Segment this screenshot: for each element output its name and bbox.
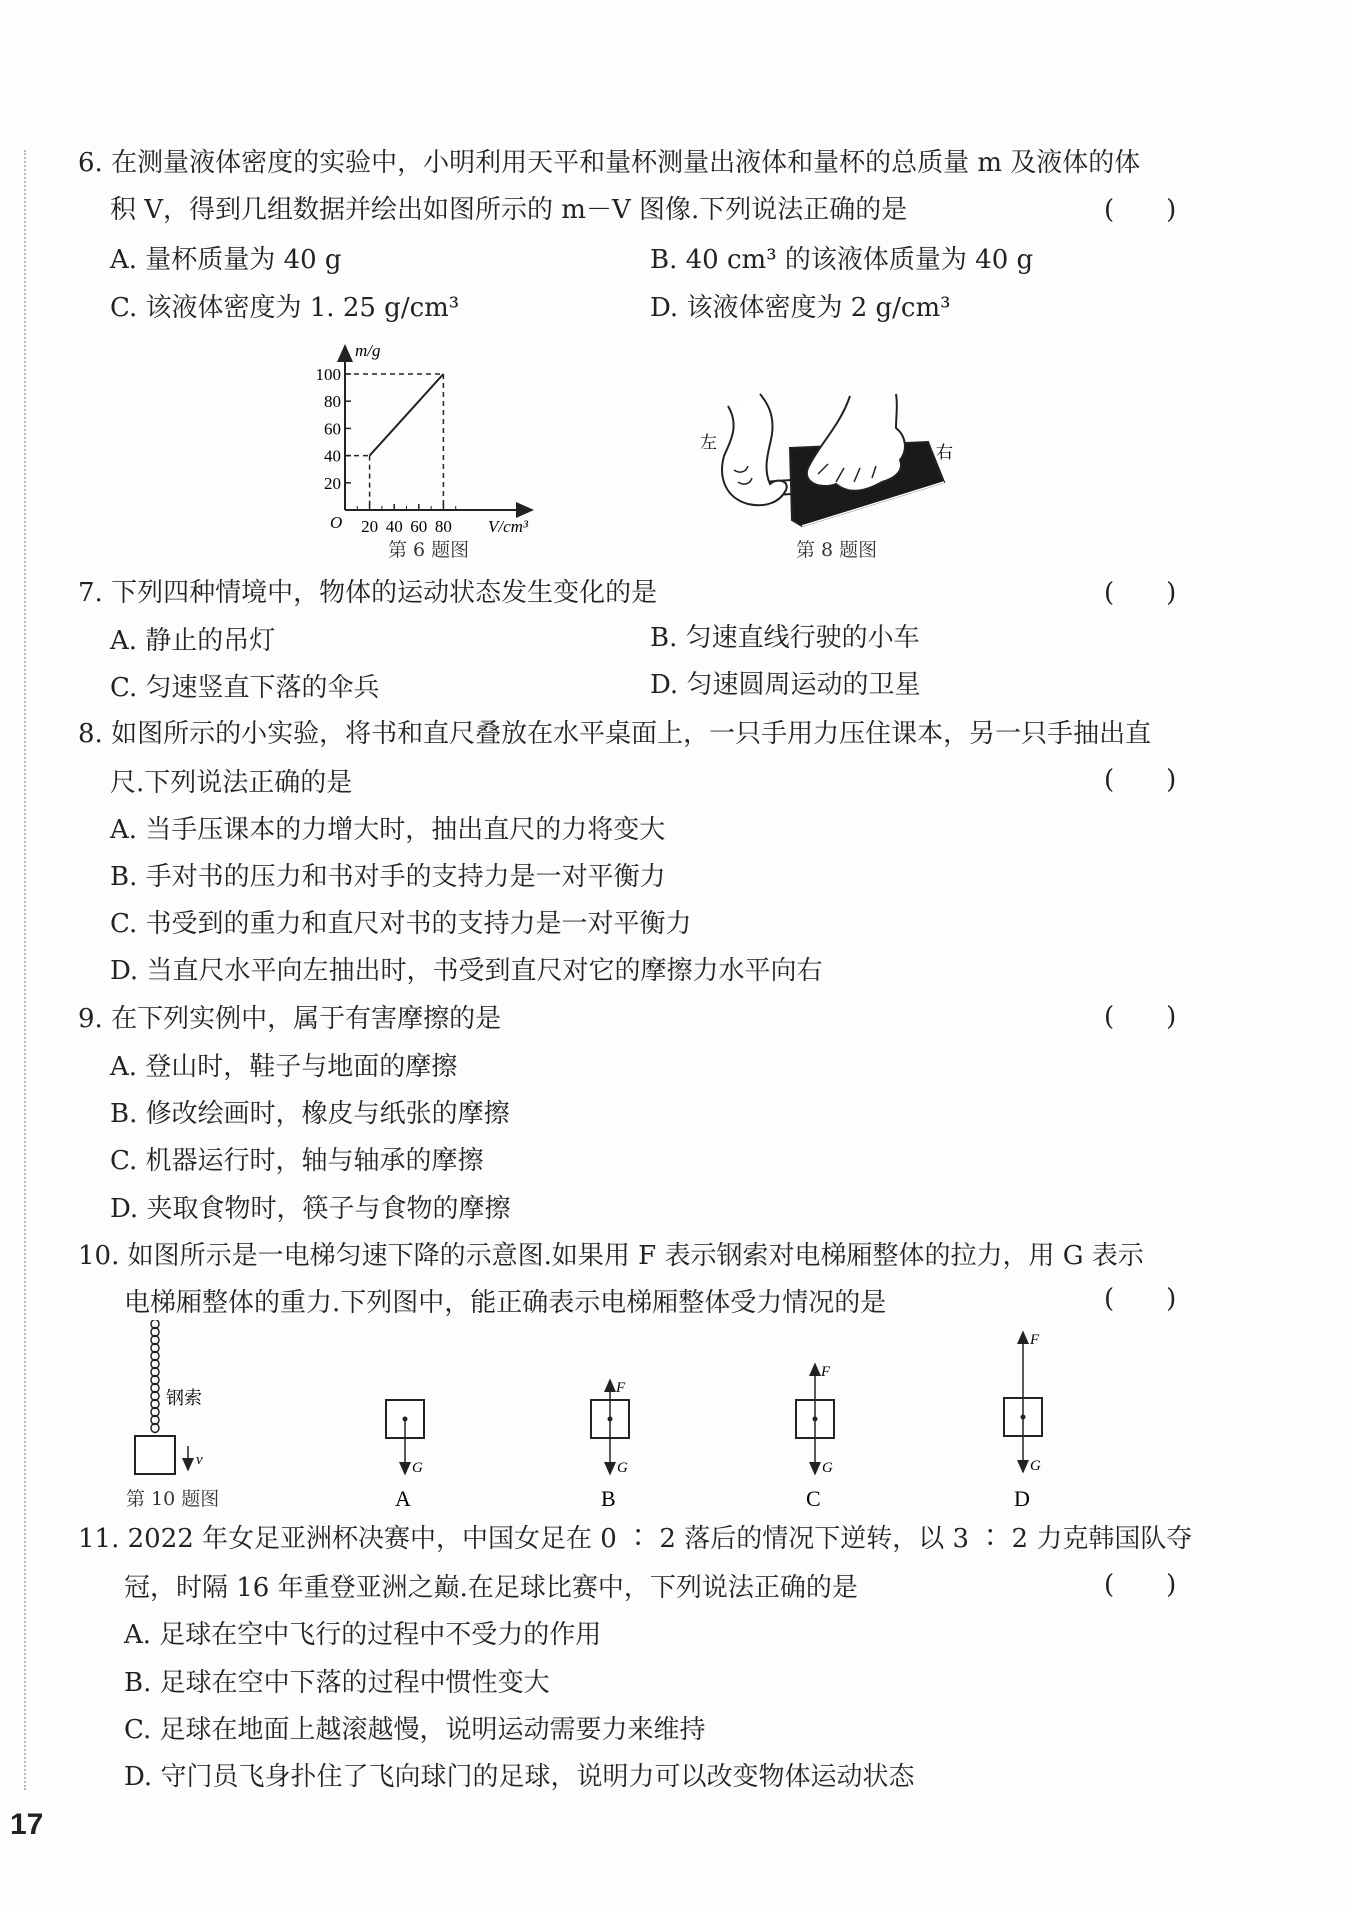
fig6-x-tick-label: 20 xyxy=(361,517,379,536)
q8-stem-line1: 8. 如图所示的小实验，将书和直尺叠放在水平桌面上，一只手用力压住课本，另一只手抽出直 xyxy=(78,719,1152,749)
fig6-mv-chart xyxy=(300,336,560,536)
svg-text:F: F xyxy=(616,1380,626,1396)
q10-stem-line1: 10. 如图所示是一电梯匀速下降的示意图.如果用 F 表示钢索对电梯厢整体的拉力，用 G 表示 xyxy=(78,1241,1144,1271)
q7-option-b: B. 匀速直线行驶的小车 xyxy=(650,623,920,653)
fig10-elevator xyxy=(151,1320,159,1433)
q8-option-a: A. 当手压课本的力增大时，抽出直尺的力将变大 xyxy=(110,815,666,845)
fig6-y-tick-label: 20 xyxy=(324,473,341,493)
q10-answer-blank: ( ) xyxy=(1104,1284,1177,1314)
fig6-y-label: m/g xyxy=(355,341,381,360)
q6-answer-blank: ( ) xyxy=(1104,195,1177,225)
page-number: 17 xyxy=(10,1808,44,1841)
q8-option-b: B. 手对书的压力和书对手的支持力是一对平衡力 xyxy=(110,862,666,892)
q7-option-a: A. 静止的吊灯 xyxy=(110,626,276,656)
q7-answer-blank: ( ) xyxy=(1104,578,1177,608)
fig8-caption: 第 8 题图 xyxy=(796,539,878,561)
fig10-option-d-diagram xyxy=(1004,1332,1042,1511)
q9-option-d: D. 夹取食物时，筷子与食物的摩擦 xyxy=(110,1194,511,1224)
fig6-x-tick-label: 80 xyxy=(434,517,452,536)
q11-option-d: D. 守门员飞身扑住了飞向球门的足球，说明力可以改变物体运动状态 xyxy=(124,1762,915,1792)
fig6-y-tick-label: 60 xyxy=(324,419,341,439)
svg-text:G: G xyxy=(412,1460,423,1476)
fig6-y-tick-label: 100 xyxy=(315,365,341,384)
fig10-option-a-diagram xyxy=(386,1400,424,1511)
q8-answer-blank: ( ) xyxy=(1104,765,1177,795)
svg-text:G: G xyxy=(1030,1458,1041,1474)
fig10-option-a-label: A xyxy=(395,1486,411,1511)
fig6-x-label: V/cm³ xyxy=(488,517,529,536)
fig6-y-tick-label: 80 xyxy=(324,392,341,412)
fig6-x-tick-label: 60 xyxy=(410,517,428,536)
fig8-left-hand xyxy=(722,394,787,505)
q11-option-a: A. 足球在空中飞行的过程中不受力的作用 xyxy=(124,1620,602,1650)
fig10-velocity-label: v xyxy=(196,1452,203,1468)
q11-option-b: B. 足球在空中下落的过程中惯性变大 xyxy=(124,1668,550,1698)
q8-option-d: D. 当直尺水平向左抽出时，书受到直尺对它的摩擦力水平向右 xyxy=(110,956,823,986)
q9-option-b: B. 修改绘画时，橡皮与纸张的摩擦 xyxy=(110,1099,510,1129)
q8-option-c: C. 书受到的重力和直尺对书的支持力是一对平衡力 xyxy=(110,909,692,939)
fig6-caption: 第 6 题图 xyxy=(388,539,470,561)
q11-stem-line2: 冠，时隔 16 年重登亚洲之巅.在足球比赛中，下列说法正确的是 xyxy=(124,1573,858,1603)
svg-text:G: G xyxy=(822,1460,833,1476)
fig6-y-tick-label: 40 xyxy=(324,446,341,466)
q9-option-c: C. 机器运行时，轴与轴承的摩擦 xyxy=(110,1146,484,1176)
q6-option-c: C. 该液体密度为 1. 25 g/cm³ xyxy=(110,293,460,323)
q6-option-d: D. 该液体密度为 2 g/cm³ xyxy=(650,293,951,323)
fig10-cable-label: 钢索 xyxy=(166,1388,202,1408)
fig10-elevator-diagrams xyxy=(110,1320,1110,1516)
binding-margin-line xyxy=(24,150,26,1790)
q9-stem: 9. 在下列实例中，属于有害摩擦的是 xyxy=(78,1004,502,1034)
q6-option-a: A. 量杯质量为 40 g xyxy=(110,245,342,275)
fig8-left-label: 左 xyxy=(700,433,717,452)
fig8-right-label: 右 xyxy=(936,443,953,462)
fig10-option-d-label: D xyxy=(1014,1486,1030,1511)
q9-option-a: A. 登山时，鞋子与地面的摩擦 xyxy=(110,1052,458,1082)
fig10-option-c-label: C xyxy=(806,1486,821,1511)
fig10-option-b-diagram xyxy=(591,1380,629,1511)
q10-stem-line2: 电梯厢整体的重力.下列图中，能正确表示电梯厢整体受力情况的是 xyxy=(124,1288,887,1318)
q7-option-c: C. 匀速竖直下落的伞兵 xyxy=(110,673,380,703)
q7-stem: 7. 下列四种情境中，物体的运动状态发生变化的是 xyxy=(78,578,658,608)
svg-text:F: F xyxy=(821,1364,831,1380)
q11-stem-line1: 11. 2022 年女足亚洲杯决赛中，中国女足在 0 ∶ 2 落后的情况下逆转，以 3 ∶ 2 力克韩国队夺 xyxy=(78,1524,1193,1554)
q11-option-c: C. 足球在地面上越滚越慢，说明运动需要力来维持 xyxy=(124,1715,706,1745)
q7-option-d: D. 匀速圆周运动的卫星 xyxy=(650,670,921,700)
fig8-book-ruler-illustration xyxy=(700,386,960,532)
q6-stem-line1: 6. 在测量液体密度的实验中，小明利用天平和量杯测量出液体和量杯的总质量 m 及液体的体 xyxy=(78,148,1141,178)
fig10-elevator-car xyxy=(135,1436,175,1474)
q11-answer-blank: ( ) xyxy=(1104,1570,1177,1600)
q6-option-b: B. 40 cm³ 的该液体质量为 40 g xyxy=(650,245,1034,275)
q6-stem-line2: 积 V，得到几组数据并绘出如图所示的 m－V 图像.下列说法正确的是 xyxy=(110,195,908,225)
fig6-origin: O xyxy=(330,513,343,532)
fig10-option-c-diagram xyxy=(796,1364,834,1511)
svg-text:G: G xyxy=(617,1460,628,1476)
q8-stem-line2: 尺.下列说法正确的是 xyxy=(110,768,353,798)
q9-answer-blank: ( ) xyxy=(1104,1002,1177,1032)
fig10-option-b-label: B xyxy=(601,1486,616,1511)
fig6-data-line xyxy=(370,374,444,456)
fig10-caption: 第 10 题图 xyxy=(126,1488,220,1510)
fig6-x-tick-label: 40 xyxy=(385,517,403,536)
svg-text:F: F xyxy=(1030,1332,1040,1348)
